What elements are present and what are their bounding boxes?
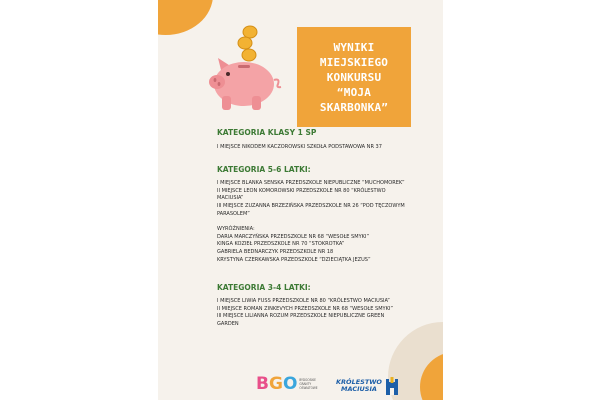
krolestwo-logo-line2: MACIUSIA xyxy=(341,385,377,393)
bgo-logo-text: BYDGOSKIE GRANTY OŚWIATOWE xyxy=(299,378,318,390)
krolestwo-maciusia-logo xyxy=(336,376,399,396)
piggy-bank-icon xyxy=(200,22,288,114)
results-content xyxy=(217,128,439,329)
category-heading-klasy1: KATEGORIA KLASY 1 SP xyxy=(217,128,317,137)
honorable-mention-line: DARIA MARCZYŃSKA PRZEDSZKOLE NR 68 “WESOŁE SMYKI” xyxy=(217,233,370,240)
honorable-mention-line: KINGA KOZIEŁ PRZEDSZKOLE NR 70 “STOKROTKA” xyxy=(217,241,345,248)
category-heading-3-4: KATEGORIA 3-4 LATKI: xyxy=(217,282,311,292)
bgo-logo-mark: BGO xyxy=(256,374,298,394)
result-line: PARASOLEM” xyxy=(217,210,250,217)
coin-icon xyxy=(238,26,257,61)
title-box xyxy=(297,27,411,127)
poster-title: WYNIKI MIEJSKIEGO KONKURSU “MOJA SKARBONKA” xyxy=(319,40,389,114)
category-heading-5-6: KATEGORIA 5-6 LATKI: xyxy=(217,164,311,174)
result-line: MACIUSIA” xyxy=(217,195,244,202)
result-line: II MIEJSCE ROMAN ZINKEVYCH PRZEDSZKOLE NR 68 “WESOŁE SMYKI” xyxy=(217,305,394,312)
result-line: I MIEJSCE NIKODEM KACZOROWSKI SZKOŁA PODSTAWOWA NR 37 xyxy=(217,144,382,150)
result-line: II MIEJSCE LEON KOMOROWSKI PRZEDSZKOLE NR 80 “KRÓLESTWO xyxy=(217,187,386,194)
result-line: I MIEJSCE BLANKA SENSKA PRZEDSZKOLE NIEPUBLICZNE “MUCHOMOREK” xyxy=(217,179,405,186)
honorable-mention-line: KRYSTYNA CZERKAWSKA PRZEDSZKOLE “DZIECIĄTKA JEZUS” xyxy=(217,256,371,263)
poster xyxy=(158,0,443,400)
result-line: GARDEN xyxy=(217,321,239,328)
bgo-logo xyxy=(256,374,318,394)
honorable-mention-line: GABRIELA BEDNARCZYK PRZEDSZKOLE NR 18 xyxy=(217,249,334,256)
sponsor-logos xyxy=(256,374,406,400)
krolestwo-logo-line1: KRÓLESTWO xyxy=(336,378,382,386)
result-line: III MIEJSCE LILIANNA ROZUM PRZEDSZKOLE NIEPUBLICZNE GREEN xyxy=(217,313,385,320)
castle-icon xyxy=(385,376,399,396)
result-line: I MIEJSCE LIWIA FUSS PRZEDSZKOLE NR 80 “KRÓLESTWO MACIUSIA” xyxy=(217,297,390,304)
honorable-mentions-label: WYRÓŻNIENIA: xyxy=(217,225,255,232)
result-line: III MIEJSCE ZUZANNA BRZEZIŃSKA PRZEDSZKOLE NR 26 “POD TĘCZOWYM xyxy=(217,203,405,210)
